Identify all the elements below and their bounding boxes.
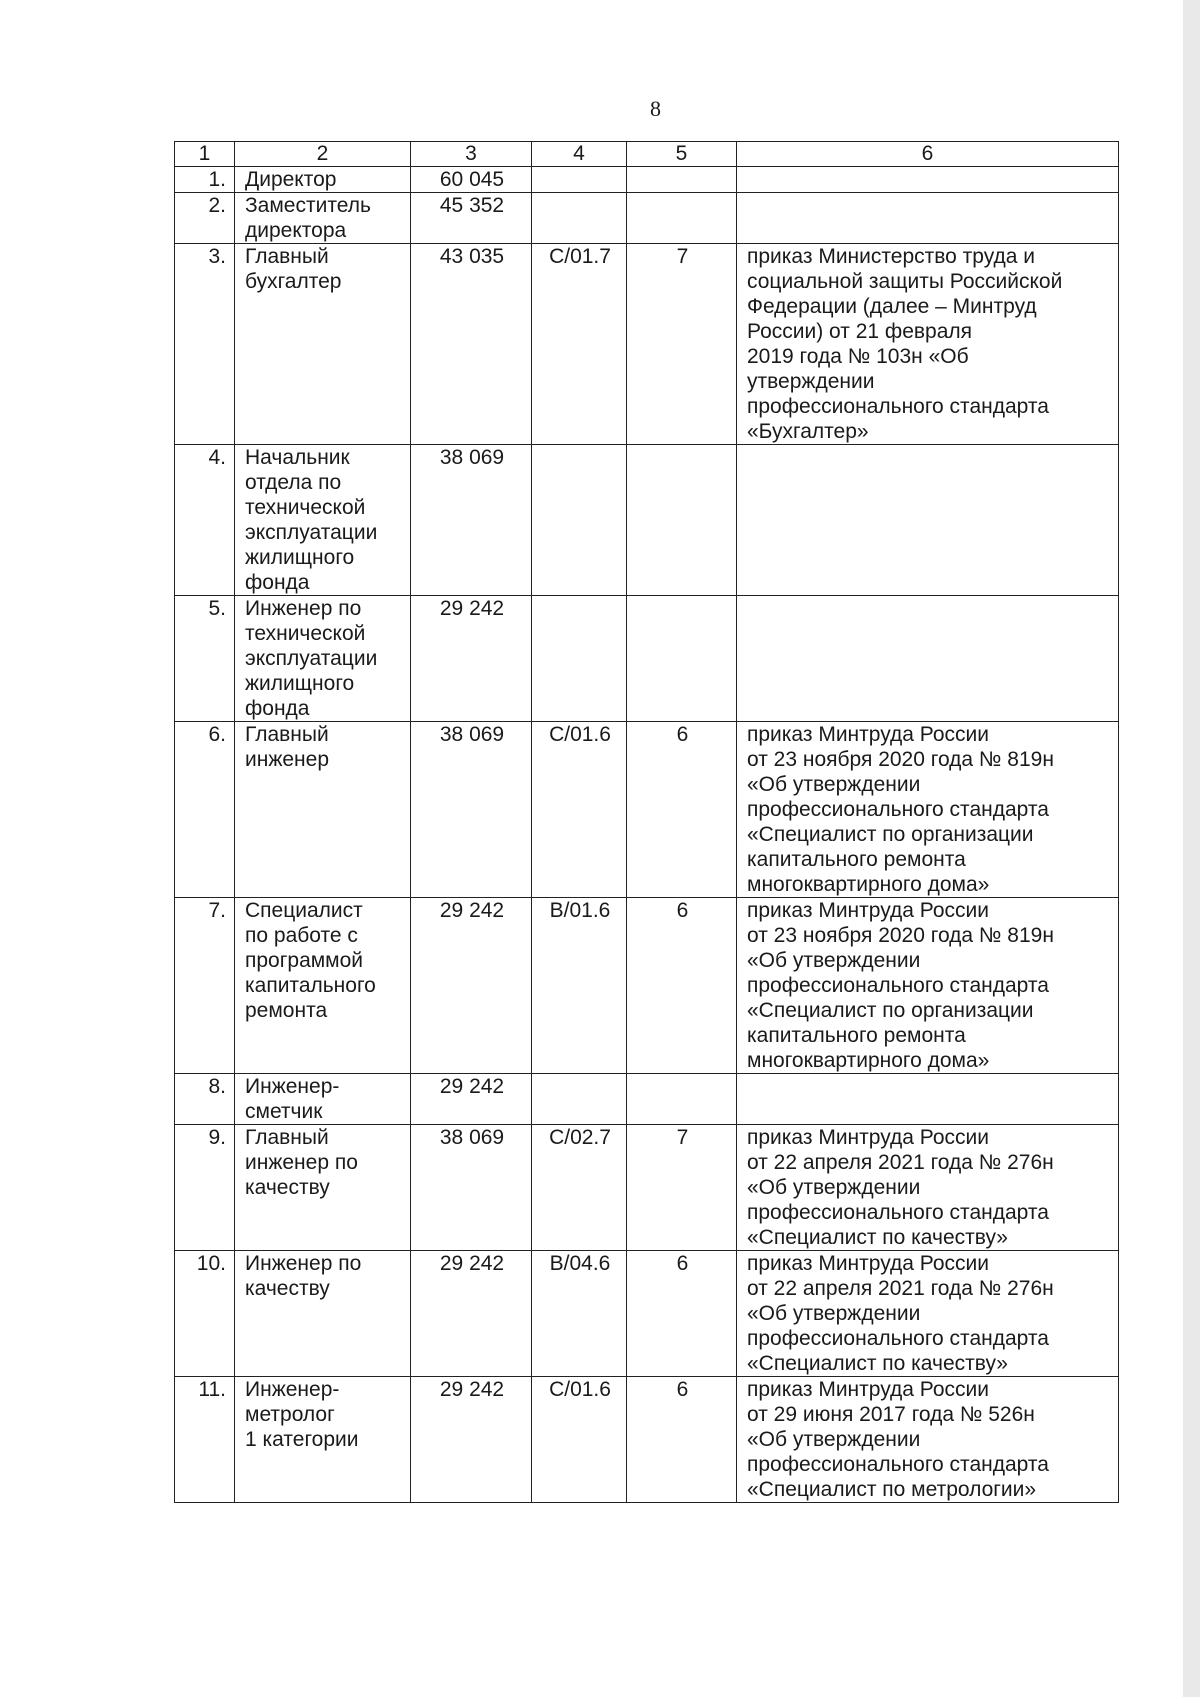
position-title-line: 1 категории: [245, 1428, 359, 1451]
qualification-level: [627, 445, 737, 596]
function-code: [532, 167, 627, 193]
position-title: [235, 1074, 411, 1125]
function-code: C/02.7: [532, 1125, 627, 1251]
standard-reference-line: от 29 июня 2017 года № 526н: [747, 1403, 1035, 1426]
salary-value: 38 069: [411, 445, 532, 596]
table-row: [175, 1377, 1119, 1503]
standard-reference-line: «Об утверждении: [747, 1176, 921, 1199]
table-row: [175, 1074, 1119, 1125]
salary-value: 60 045: [411, 167, 532, 193]
standard-reference-line: «Специалист по организации: [747, 999, 1034, 1022]
header-cell-4: 4: [532, 142, 627, 167]
position-title-line: Главный: [245, 245, 329, 268]
row-number: 5.: [175, 596, 235, 722]
function-code: [532, 445, 627, 596]
position-title-line: Инженер-: [245, 1075, 340, 1098]
standard-reference-line: 2019 года № 103н «Об: [747, 345, 969, 368]
staff-table: [174, 141, 1119, 1503]
function-code: [532, 193, 627, 244]
function-code: B/01.6: [532, 898, 627, 1074]
salary-value: 38 069: [411, 1125, 532, 1251]
position-title: [235, 596, 411, 722]
row-number: 8.: [175, 1074, 235, 1125]
standard-reference-line: многоквартирного дома»: [747, 1049, 990, 1072]
standard-reference-line: приказ Минтруда России: [747, 1378, 990, 1401]
standard-reference-line: приказ Минтруда России: [747, 1252, 990, 1275]
position-title: [235, 722, 411, 898]
header-row: [175, 142, 1119, 167]
position-title-line: эксплуатации: [245, 647, 378, 670]
standard-reference: [737, 193, 1119, 244]
standard-reference: [737, 1251, 1119, 1377]
function-code: [532, 596, 627, 722]
qualification-level: 7: [627, 1125, 737, 1251]
salary-value: 38 069: [411, 722, 532, 898]
standard-reference-line: профессионального стандарта: [747, 395, 1049, 418]
standard-reference-line: утверждении: [747, 370, 875, 393]
row-number: 10.: [175, 1251, 235, 1377]
position-title-line: Директор: [245, 168, 337, 191]
position-title-line: бухгалтер: [245, 270, 342, 293]
position-title-line: метролог: [245, 1403, 335, 1426]
table-row: [175, 898, 1119, 1074]
qualification-level: [627, 596, 737, 722]
qualification-level: 6: [627, 898, 737, 1074]
standard-reference-line: профессионального стандарта: [747, 974, 1049, 997]
standard-reference-line: России) от 21 февраля: [747, 320, 973, 343]
standard-reference-line: «Специалист по качеству»: [747, 1226, 1008, 1249]
position-title-line: инженер по: [245, 1151, 358, 1174]
function-code: [532, 1074, 627, 1125]
position-title-line: сметчик: [245, 1100, 323, 1123]
position-title: [235, 1251, 411, 1377]
header-cell-3: 3: [411, 142, 532, 167]
qualification-level: 6: [627, 1251, 737, 1377]
standard-reference-line: от 22 апреля 2021 года № 276н: [747, 1277, 1054, 1300]
standard-reference-line: профессионального стандарта: [747, 1201, 1049, 1224]
row-number: 2.: [175, 193, 235, 244]
position-title-line: капитального: [245, 974, 376, 997]
standard-reference-line: приказ Минтруда России: [747, 899, 990, 922]
qualification-level: [627, 193, 737, 244]
position-title-line: фонда: [245, 571, 310, 594]
position-title-line: Главный: [245, 1126, 329, 1149]
standard-reference-line: профессионального стандарта: [747, 1327, 1049, 1350]
standard-reference-line: «Об утверждении: [747, 949, 921, 972]
position-title-line: Главный: [245, 723, 329, 746]
header-cell-5: 5: [627, 142, 737, 167]
row-number: 1.: [175, 167, 235, 193]
standard-reference-line: социальной защиты Российской: [747, 270, 1063, 293]
standard-reference-line: «Бухгалтер»: [747, 420, 869, 443]
function-code: C/01.6: [532, 722, 627, 898]
position-title-line: Инженер-: [245, 1378, 340, 1401]
standard-reference: [737, 596, 1119, 722]
page-number: 8: [650, 96, 661, 121]
position-title-line: директора: [245, 219, 347, 242]
function-code: C/01.7: [532, 244, 627, 445]
table-row: [175, 1251, 1119, 1377]
table-row: [175, 193, 1119, 244]
position-title: [235, 1125, 411, 1251]
salary-value: 29 242: [411, 898, 532, 1074]
position-title: [235, 445, 411, 596]
position-title-line: эксплуатации: [245, 521, 378, 544]
standard-reference: [737, 244, 1119, 445]
table-row: [175, 722, 1119, 898]
standard-reference-line: приказ Минтруда России: [747, 723, 990, 746]
position-title: [235, 167, 411, 193]
standard-reference-line: профессионального стандарта: [747, 798, 1049, 821]
qualification-level: [627, 167, 737, 193]
qualification-level: [627, 1074, 737, 1125]
standard-reference-line: многоквартирного дома»: [747, 873, 990, 896]
position-title: [235, 1377, 411, 1503]
qualification-level: 7: [627, 244, 737, 445]
standard-reference: [737, 722, 1119, 898]
header-cell-2: 2: [235, 142, 411, 167]
standard-reference-line: капитального ремонта: [747, 1024, 966, 1047]
function-code: B/04.6: [532, 1251, 627, 1377]
standard-reference-line: «Об утверждении: [747, 1428, 921, 1451]
salary-value: 29 242: [411, 1377, 532, 1503]
standard-reference: [737, 1125, 1119, 1251]
header-cell-1: 1: [175, 142, 235, 167]
salary-value: 29 242: [411, 1251, 532, 1377]
table-row: [175, 1125, 1119, 1251]
position-title-line: Инженер по: [245, 597, 362, 620]
row-number: 4.: [175, 445, 235, 596]
table-header: [175, 142, 1119, 167]
standard-reference-line: «Специалист по организации: [747, 823, 1034, 846]
position-title-line: ремонта: [245, 999, 328, 1022]
standard-reference-line: «Об утверждении: [747, 1302, 921, 1325]
position-title: [235, 898, 411, 1074]
standard-reference-line: приказ Министерство труда и: [747, 245, 1036, 268]
position-title-line: Специалист: [245, 899, 363, 922]
standard-reference-line: от 22 апреля 2021 года № 276н: [747, 1151, 1054, 1174]
row-number: 7.: [175, 898, 235, 1074]
standard-reference: [737, 1074, 1119, 1125]
standard-reference-line: «Специалист по качеству»: [747, 1352, 1008, 1375]
standard-reference-line: «Об утверждении: [747, 773, 921, 796]
standard-reference-line: Федерации (далее – Минтруд: [747, 295, 1037, 318]
standard-reference: [737, 1377, 1119, 1503]
position-title-line: жилищного: [245, 672, 355, 695]
standard-reference-line: капитального ремонта: [747, 848, 966, 871]
table-body: [175, 167, 1119, 1503]
standard-reference: [737, 898, 1119, 1074]
position-title-line: технической: [245, 496, 366, 519]
position-title-line: по работе с: [245, 924, 358, 947]
header-cell-6: 6: [737, 142, 1119, 167]
salary-value: 45 352: [411, 193, 532, 244]
position-title-line: Заместитель: [245, 194, 371, 217]
position-title: [235, 193, 411, 244]
position-title-line: Начальник: [245, 446, 350, 469]
row-number: 9.: [175, 1125, 235, 1251]
position-title-line: жилищного: [245, 546, 355, 569]
position-title-line: качеству: [245, 1277, 330, 1300]
table-row: [175, 244, 1119, 445]
row-number: 3.: [175, 244, 235, 445]
position-title: [235, 244, 411, 445]
table-row: [175, 596, 1119, 722]
row-number: 6.: [175, 722, 235, 898]
table-row: [175, 167, 1119, 193]
position-title-line: фонда: [245, 697, 310, 720]
position-title-line: качеству: [245, 1176, 330, 1199]
standard-reference: [737, 167, 1119, 193]
row-number: 11.: [175, 1377, 235, 1503]
salary-value: 29 242: [411, 1074, 532, 1125]
standard-reference-line: от 23 ноября 2020 года № 819н: [747, 924, 1054, 947]
standard-reference-line: от 23 ноября 2020 года № 819н: [747, 748, 1054, 771]
function-code: C/01.6: [532, 1377, 627, 1503]
position-title-line: программой: [245, 949, 364, 972]
standard-reference-line: профессионального стандарта: [747, 1453, 1049, 1476]
qualification-level: 6: [627, 1377, 737, 1503]
position-title-line: инженер: [245, 748, 330, 771]
position-title-line: технической: [245, 622, 366, 645]
qualification-level: 6: [627, 722, 737, 898]
position-title-line: Инженер по: [245, 1252, 362, 1275]
salary-value: 29 242: [411, 596, 532, 722]
table-row: [175, 445, 1119, 596]
standard-reference-line: «Специалист по метрологии»: [747, 1478, 1037, 1501]
standard-reference-line: приказ Минтруда России: [747, 1126, 990, 1149]
salary-value: 43 035: [411, 244, 532, 445]
standard-reference: [737, 445, 1119, 596]
position-title-line: отдела по: [245, 471, 342, 494]
